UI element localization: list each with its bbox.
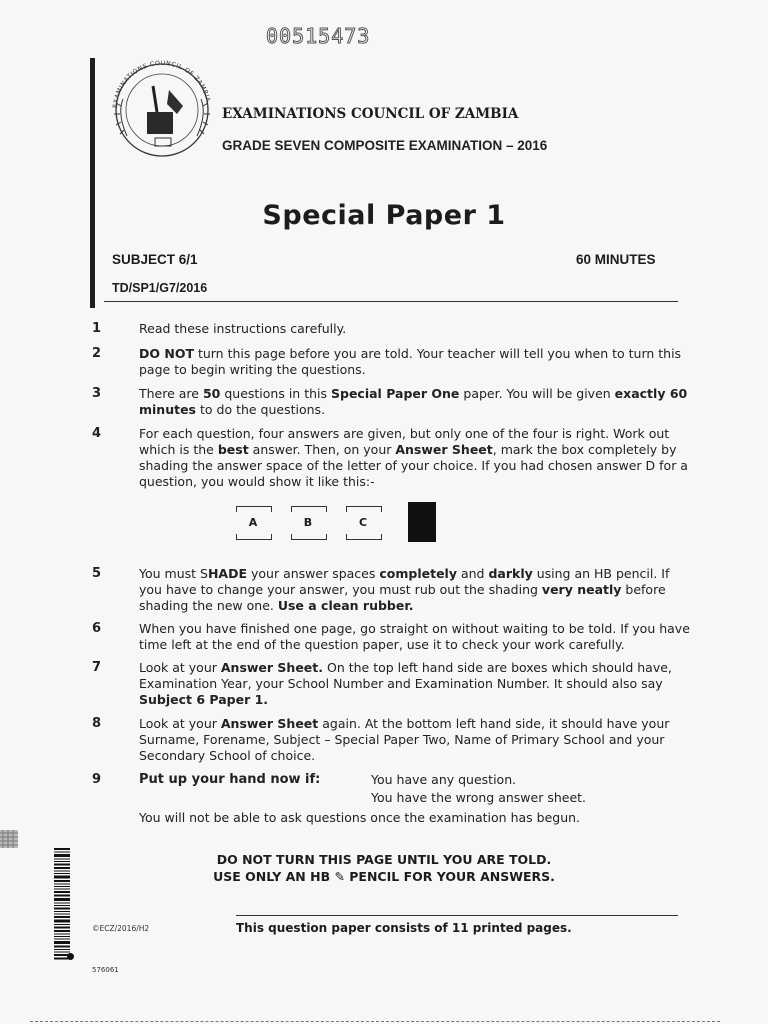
page-title: Special Paper 1: [262, 200, 506, 231]
example-box-a: A: [236, 506, 270, 540]
instruction-text: [139, 321, 692, 337]
instruction-6: [92, 621, 692, 653]
instruction-1: [92, 321, 692, 337]
instruction-number: 2: [92, 346, 102, 361]
instruction-fragment: Look at your: [139, 716, 221, 731]
instruction-number: 1: [92, 321, 102, 336]
instruction-text: [139, 621, 692, 653]
instruction-fragment: paper. You will be given: [459, 386, 615, 401]
instruction-fragment: When you have finished one page, go straight on without waiting to be told. If you have time left at the end of the question paper, use it to check your work carefully.: [139, 621, 690, 652]
instruction-fragment: questions in this: [220, 386, 331, 401]
warning-line-1: DO NOT TURN THIS PAGE UNTIL YOU ARE TOLD.: [216, 852, 552, 867]
emphasis-text: Use a clean rubber.: [277, 598, 414, 613]
instruction-2: [92, 346, 692, 378]
instruction-7: [92, 660, 692, 708]
emphasis-text: Special Paper One: [331, 386, 460, 401]
ecz-crest-logo: [103, 54, 221, 160]
page-count-note: This question paper consists of 11 printed pages.: [236, 921, 572, 935]
instruction-4: [92, 426, 692, 490]
emphasis-text: HADE: [207, 566, 248, 581]
instruction-fragment: On the top left hand side are boxes which should have, Examination Year, your School Number and Examination Number. It should also say: [139, 660, 672, 691]
council-name: EXAMINATIONS COUNCIL OF ZAMBIA: [222, 106, 519, 122]
instruction-fragment: , mark the box completely by shading the answer space of the letter of your choice. If you had chosen answer D for a question, you would show it like this:-: [139, 442, 688, 489]
instruction-text: [139, 660, 692, 708]
instruction-fragment: your answer spaces: [247, 566, 380, 581]
instruction-fragment: to do the questions.: [196, 402, 326, 417]
emphasis-text: Answer Sheet: [220, 716, 319, 731]
reason-1: You have any question.: [371, 772, 517, 787]
instruction-text: [139, 566, 692, 614]
instruction-number: 7: [92, 660, 102, 675]
instruction-text: [139, 426, 692, 490]
scan-stamp-mark: [0, 830, 18, 848]
warning-line-2: USE ONLY AN HB ✎ PENCIL FOR YOUR ANSWERS.: [213, 869, 555, 884]
instruction-text: [139, 716, 692, 764]
emphasis-text: very neatly: [541, 582, 622, 597]
instruction-fragment: There are: [139, 386, 203, 401]
instruction-number: 9: [92, 772, 102, 787]
copyright-code: ©ECZ/2016/H2: [92, 924, 150, 933]
instruction-9-note: You will not be able to ask questions once the examination has begun.: [139, 810, 581, 825]
exam-name: GRADE SEVEN COMPOSITE EXAMINATION – 2016: [222, 138, 548, 153]
emphasis-text: DO NOT: [139, 346, 194, 361]
subject-code: SUBJECT 6/1: [112, 252, 198, 267]
instruction-number: 8: [92, 716, 102, 731]
instruction-fragment: You must S: [139, 566, 208, 581]
instruction-fragment: again. At the bottom left hand side, it should have your Surname, Forename, Subject – Special Paper Two, Name of Primary School and your Secondary School of choice.: [139, 716, 670, 763]
emphasis-text: darkly: [488, 566, 533, 581]
instruction-fragment: Look at your: [139, 660, 221, 675]
page-edge: [30, 1021, 720, 1022]
instruction-fragment: before shading the new one.: [139, 582, 666, 613]
instruction-number: 4: [92, 426, 102, 441]
example-box-c: C: [346, 506, 380, 540]
instruction-fragment: For each question, four answers are given, but only one of the four is right. Work out which is the: [139, 426, 670, 457]
instruction-fragment: Read these instructions carefully.: [139, 321, 347, 336]
svg-text:EXAMINATIONS COUNCIL OF ZAMBIA: EXAMINATIONS COUNCIL OF ZAMBIA: [112, 59, 212, 109]
registration-dot: [67, 953, 74, 960]
instruction-number: 3: [92, 386, 102, 401]
instruction-8: [92, 716, 692, 764]
instruction-text: [139, 386, 692, 418]
instruction-9-label: Put up your hand now if:: [139, 772, 321, 787]
header-divider: [104, 301, 678, 302]
example-answer-boxes: [236, 502, 436, 548]
instruction-fragment: turn this page before you are told. Your teacher will tell you when to turn this page to begin writing the questions.: [139, 346, 682, 377]
instruction-text: [139, 346, 692, 378]
exam-duration: 60 MINUTES: [576, 252, 656, 267]
instruction-5: [92, 566, 692, 614]
emphasis-text: 50: [202, 386, 221, 401]
footer-divider: [236, 915, 678, 916]
instruction-3: [92, 386, 692, 418]
print-number: 576061: [92, 966, 119, 974]
instruction-fragment: and: [456, 566, 489, 581]
paper-code: TD/SP1/G7/2016: [112, 281, 208, 295]
emphasis-text: Answer Sheet.: [220, 660, 324, 675]
example-box-d-shaded: [408, 502, 436, 542]
emphasis-text: exactly 60 minutes: [139, 386, 688, 417]
instruction-fragment: using an HB pencil. If you have to change your answer, you must rub out the shading: [139, 566, 670, 597]
instruction-number: 6: [92, 621, 102, 636]
emphasis-text: best: [217, 442, 249, 457]
instruction-number: 5: [92, 566, 102, 581]
instruction-fragment: answer. Then, on your: [248, 442, 396, 457]
emphasis-text: Answer Sheet: [395, 442, 493, 457]
emphasis-text: completely: [379, 566, 457, 581]
example-box-b: B: [291, 506, 325, 540]
reason-2: You have the wrong answer sheet.: [371, 790, 587, 805]
barcode: [54, 848, 70, 960]
margin-bar: [90, 58, 95, 308]
emphasis-text: Subject 6 Paper 1.: [139, 692, 269, 707]
serial-number: 00515473: [266, 24, 371, 48]
